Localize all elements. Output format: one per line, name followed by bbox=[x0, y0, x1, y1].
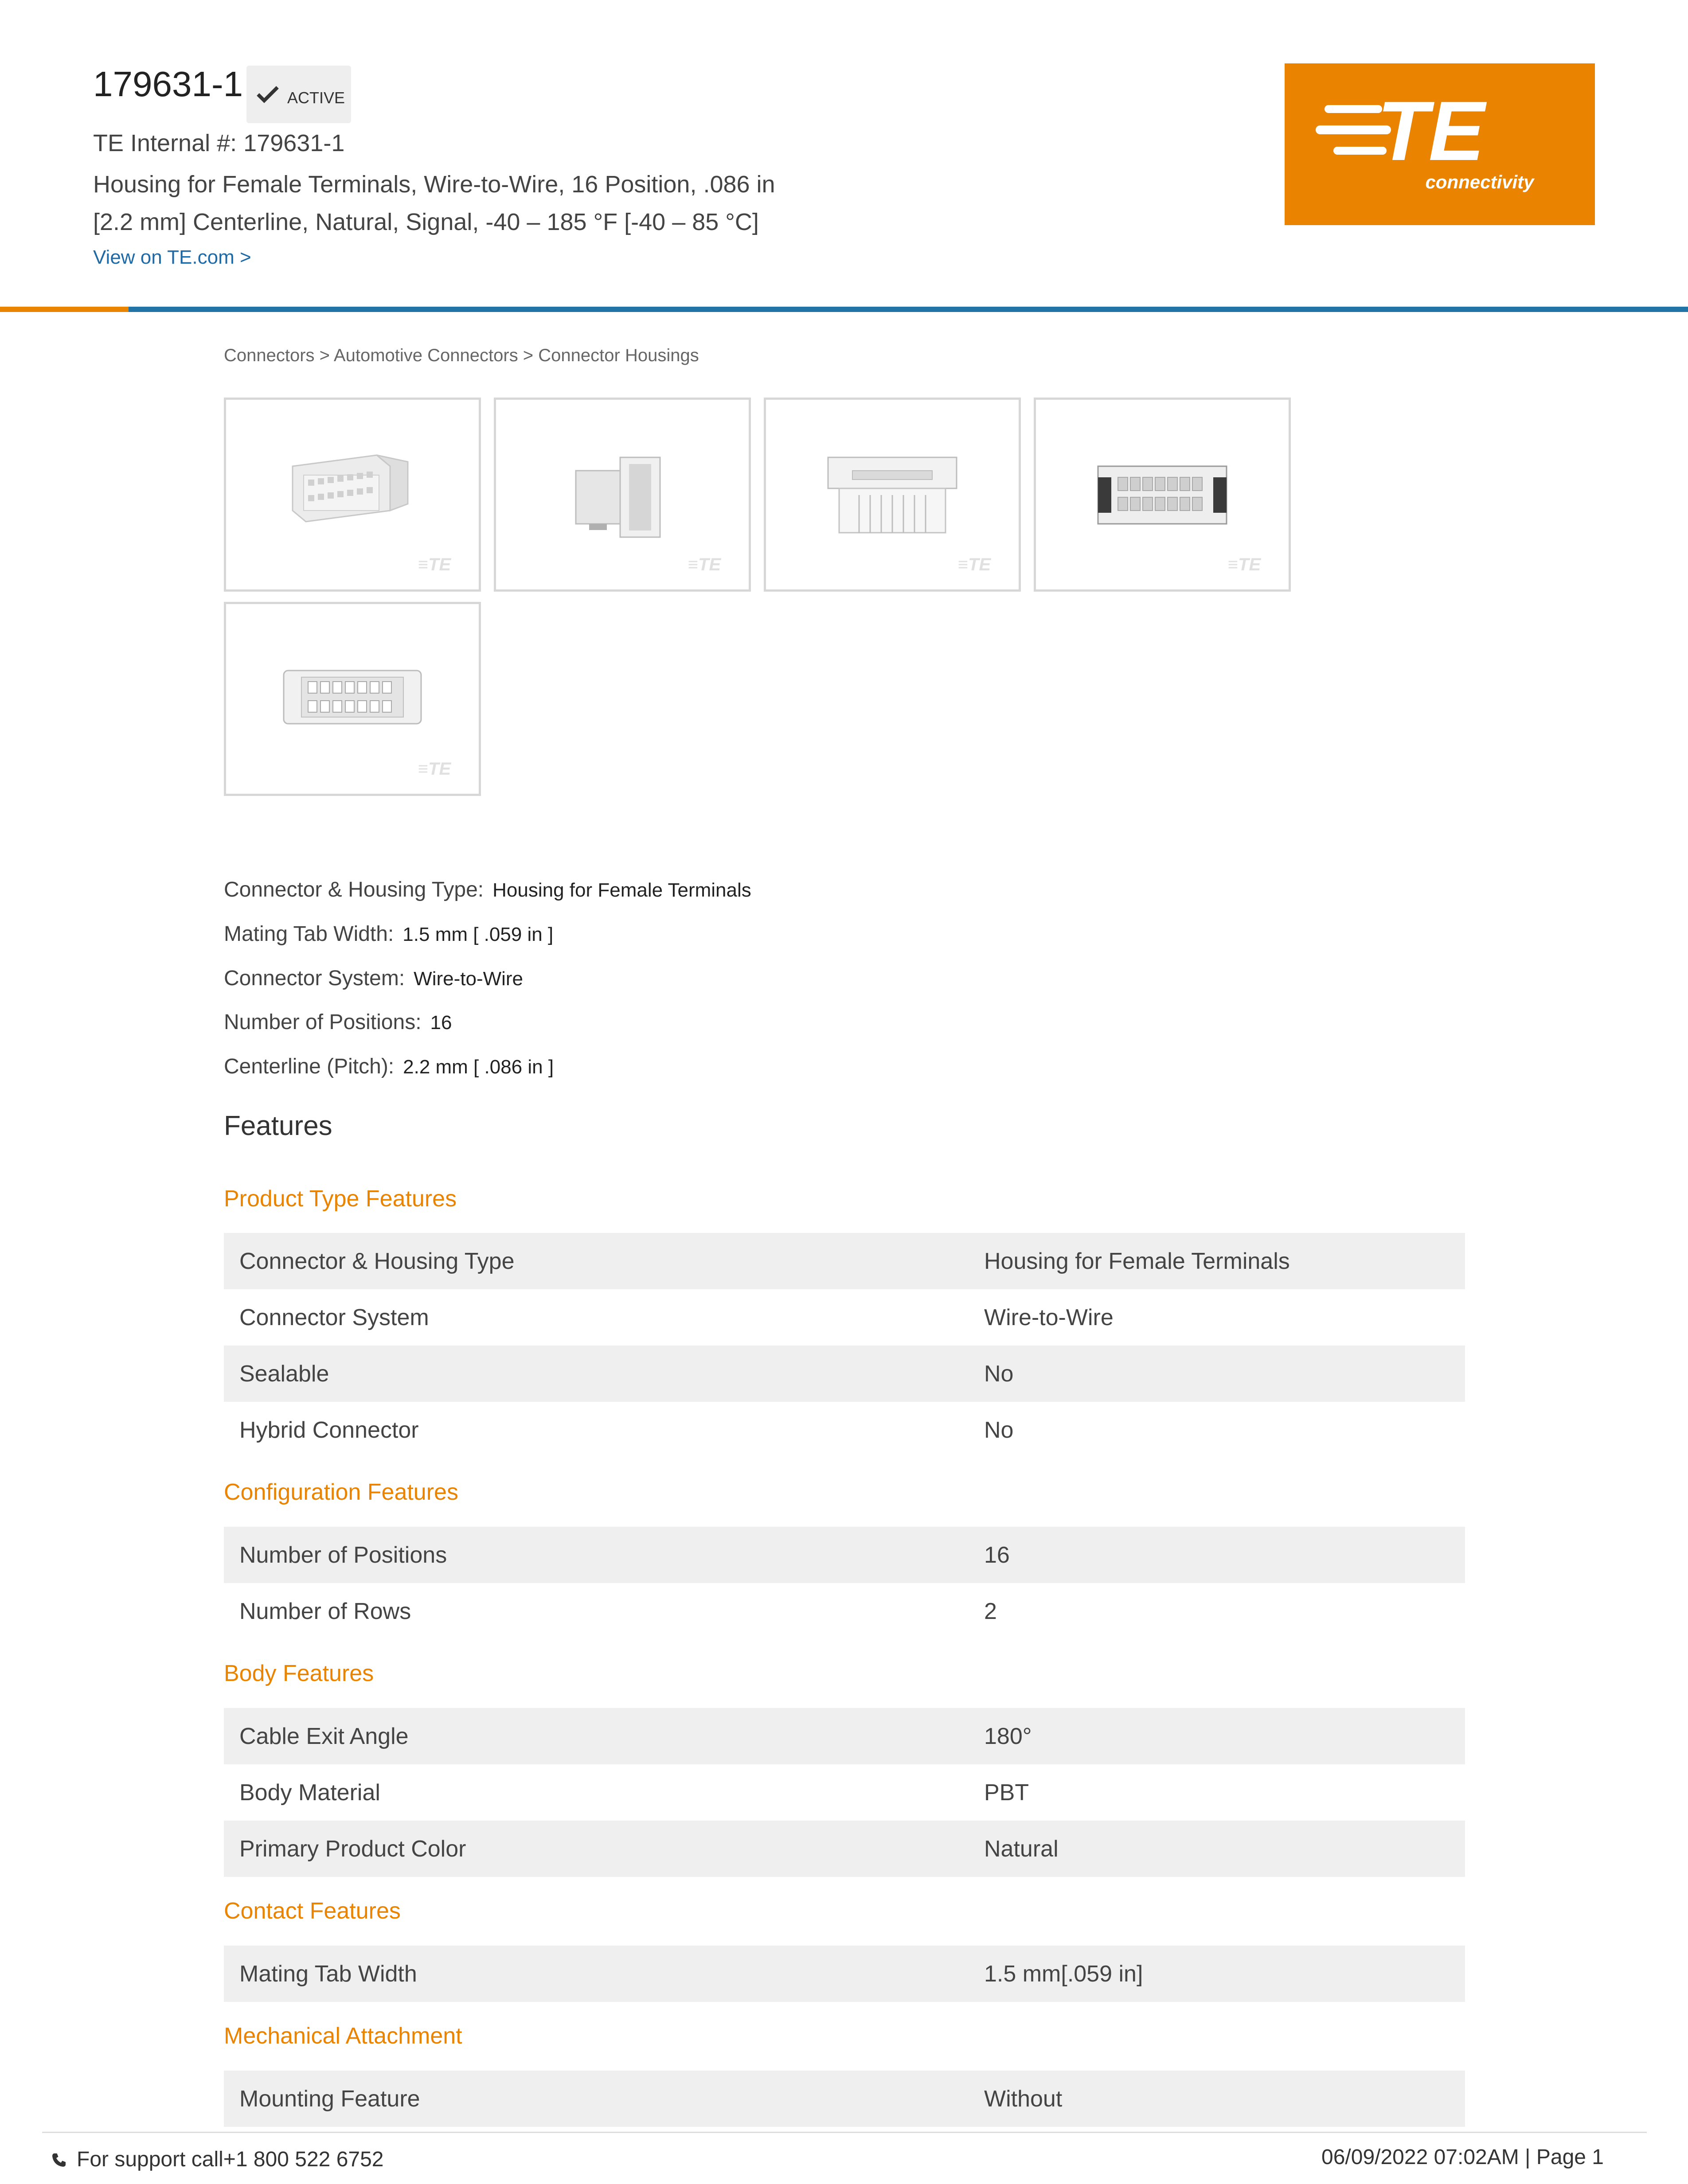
summary-row bbox=[224, 966, 523, 991]
feature-key: Hybrid Connector bbox=[239, 1417, 419, 1443]
feature-row bbox=[224, 1583, 1465, 1639]
feature-row bbox=[224, 1821, 1465, 1877]
footer-divider bbox=[42, 2132, 1647, 2133]
summary-value: Wire-to-Wire bbox=[414, 968, 524, 990]
watermark-logo: ≡TE bbox=[418, 555, 451, 574]
summary-label: Number of Positions: bbox=[224, 1010, 422, 1034]
part-number: 179631-1 bbox=[93, 64, 243, 104]
feature-value: 180° bbox=[984, 1724, 1032, 1749]
header-rule-orange bbox=[0, 307, 129, 312]
product-thumbnail[interactable] bbox=[494, 398, 751, 592]
feature-row bbox=[224, 1946, 1465, 2002]
product-description bbox=[93, 166, 847, 241]
feature-key: Connector & Housing Type bbox=[239, 1248, 515, 1274]
summary-value: 1.5 mm [ .059 in ] bbox=[402, 924, 554, 945]
section-title: Contact Features bbox=[224, 1898, 401, 1924]
feature-row bbox=[224, 1233, 1465, 1289]
feature-value: Without bbox=[984, 2086, 1063, 2112]
watermark-logo: ≡TE bbox=[688, 555, 721, 574]
feature-row bbox=[224, 1764, 1465, 1821]
feature-row bbox=[224, 1527, 1465, 1583]
description-line: [2.2 mm] Centerline, Natural, Signal, -40 – 185 °F [-40 – 85 °C] bbox=[93, 209, 759, 235]
phone-icon bbox=[51, 2152, 67, 2168]
summary-label: Mating Tab Width: bbox=[224, 922, 394, 946]
watermark-logo: ≡TE bbox=[418, 759, 451, 779]
feature-value: No bbox=[984, 1361, 1014, 1387]
feature-value: No bbox=[984, 1417, 1014, 1443]
feature-value: Housing for Female Terminals bbox=[984, 1248, 1290, 1274]
product-thumbnail[interactable] bbox=[764, 398, 1021, 592]
internal-number: TE Internal #: 179631-1 bbox=[93, 130, 345, 156]
section-title: Product Type Features bbox=[224, 1186, 457, 1212]
feature-key: Connector System bbox=[239, 1305, 429, 1330]
summary-row bbox=[224, 1010, 452, 1034]
section-title: Body Features bbox=[224, 1661, 374, 1686]
feature-value: Natural bbox=[984, 1836, 1059, 1862]
feature-value: Wire-to-Wire bbox=[984, 1305, 1114, 1330]
product-thumbnail[interactable] bbox=[1034, 398, 1291, 592]
description-line: Housing for Female Terminals, Wire-to-Wire, 16 Position, .086 in bbox=[93, 171, 775, 198]
section-title: Mechanical Attachment bbox=[224, 2023, 462, 2049]
product-thumbnail[interactable] bbox=[224, 398, 481, 592]
feature-row bbox=[224, 1289, 1465, 1346]
feature-value: 1.5 mm[.059 in] bbox=[984, 1961, 1143, 1987]
feature-key: Mating Tab Width bbox=[239, 1961, 417, 1987]
page-info: 06/09/2022 07:02AM | Page 1 bbox=[1321, 2145, 1604, 2169]
summary-label: Centerline (Pitch): bbox=[224, 1055, 395, 1078]
summary-label: Connector & Housing Type: bbox=[224, 878, 484, 901]
logo-wordmark: TE bbox=[1377, 84, 1485, 178]
summary-value: 2.2 mm [ .086 in ] bbox=[403, 1056, 554, 1078]
feature-value: PBT bbox=[984, 1780, 1029, 1806]
feature-value: 2 bbox=[984, 1599, 997, 1624]
status-badge bbox=[246, 66, 351, 123]
feature-value: 16 bbox=[984, 1542, 1010, 1568]
feature-row bbox=[224, 1346, 1465, 1402]
feature-row bbox=[224, 1708, 1465, 1764]
watermark-logo: ≡TE bbox=[1227, 555, 1261, 574]
feature-key: Primary Product Color bbox=[239, 1836, 466, 1862]
breadcrumb[interactable]: Connectors > Automotive Connectors > Connector Housings bbox=[224, 346, 699, 365]
status-label: ACTIVE bbox=[287, 89, 345, 107]
view-on-te-link[interactable]: View on TE.com > bbox=[93, 246, 251, 268]
summary-row bbox=[224, 878, 751, 902]
checkmark-icon bbox=[256, 86, 279, 103]
support-text: For support call+1 800 522 6752 bbox=[77, 2148, 384, 2171]
feature-key: Body Material bbox=[239, 1780, 380, 1806]
section-title: Configuration Features bbox=[224, 1479, 458, 1505]
summary-value: 16 bbox=[430, 1012, 452, 1034]
logo-subtext: connectivity bbox=[1425, 172, 1534, 192]
feature-row bbox=[224, 1402, 1465, 1458]
feature-key: Mounting Feature bbox=[239, 2086, 420, 2112]
feature-key: Sealable bbox=[239, 1361, 329, 1387]
support-line bbox=[51, 2147, 383, 2172]
product-thumbnail[interactable] bbox=[224, 602, 481, 796]
te-connectivity-logo bbox=[1285, 63, 1595, 225]
summary-value: Housing for Female Terminals bbox=[492, 879, 751, 901]
feature-row bbox=[224, 2071, 1465, 2127]
feature-key: Number of Positions bbox=[239, 1542, 447, 1568]
feature-key: Number of Rows bbox=[239, 1599, 411, 1624]
header-rule-blue bbox=[129, 307, 1688, 312]
summary-row bbox=[224, 922, 553, 946]
watermark-logo: ≡TE bbox=[957, 555, 991, 574]
summary-label: Connector System: bbox=[224, 967, 405, 990]
summary-row bbox=[224, 1054, 554, 1079]
feature-key: Cable Exit Angle bbox=[239, 1724, 409, 1749]
features-heading: Features bbox=[224, 1111, 332, 1141]
